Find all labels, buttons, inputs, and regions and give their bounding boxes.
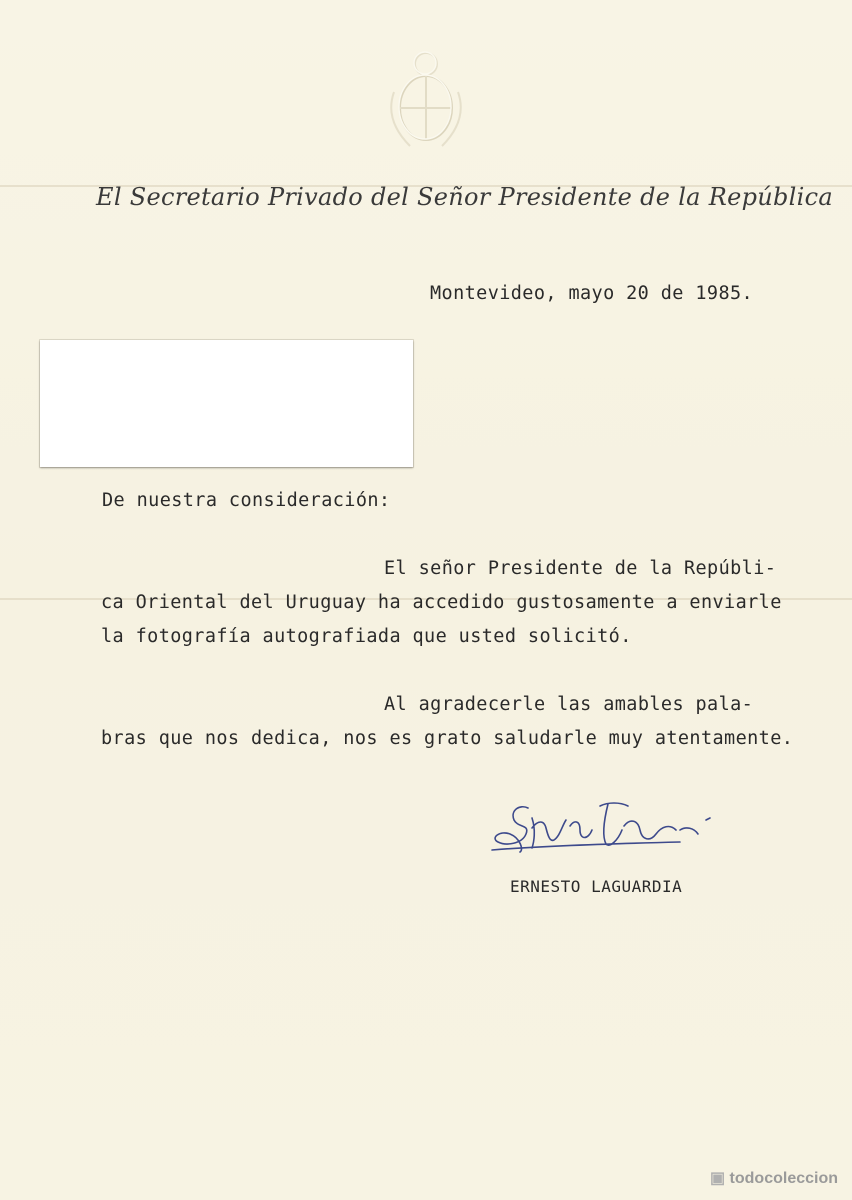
body-line: El señor Presidente de la Repúbli- [384,558,777,579]
address-label-redaction [40,340,413,467]
body-line: la fotografía autografiada que usted solicitó. [101,626,632,647]
body-line: Al agradecerle las amables pala- [384,694,754,715]
embossed-coat-of-arms-icon [380,42,472,160]
body-line: bras que nos dedica, nos es grato saludarle muy atentamente. [101,728,794,749]
letter-date: Montevideo, mayo 20 de 1985. [430,283,754,304]
watermark-logo-icon: ▣ [709,1170,730,1187]
signer-name: ERNESTO LAGUARDIA [510,877,683,896]
salutation: De nuestra consideración: [102,490,391,511]
watermark-text: todocoleccion [729,1170,838,1187]
handwritten-signature [480,790,730,860]
body-line: ca Oriental del Uruguay ha accedido gustosamente a enviarle [101,592,782,613]
letterhead: El Secretario Privado del Señor Presidente de la República [96,183,833,211]
watermark [710,1168,838,1188]
